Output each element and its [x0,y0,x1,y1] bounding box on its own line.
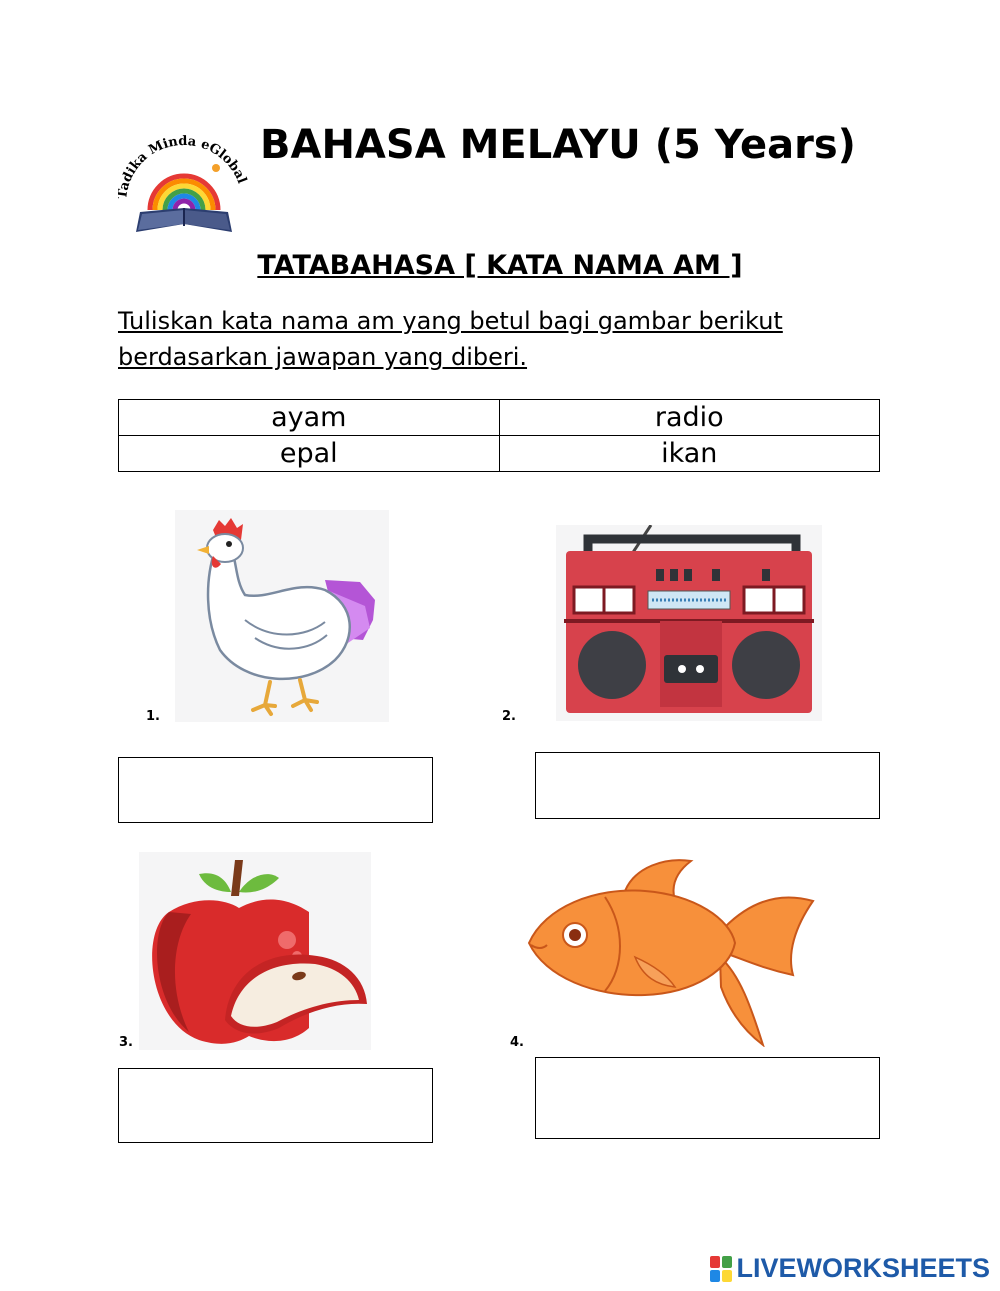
page-title: BAHASA MELAYU (5 Years) [260,122,856,168]
instruction-text: Tuliskan kata nama am yang betul bagi gambar berikut berdasarkan jawapan yang diberi. [118,307,783,371]
question-number: 2. [502,709,516,724]
answer-box-4[interactable] [535,1057,880,1139]
brand-logo-icon [710,1256,732,1282]
word-cell: ikan [499,436,880,472]
word-bank-table [118,399,880,472]
word-cell: ayam [119,400,500,436]
table-row [119,400,880,436]
liveworksheets-brand [710,1253,990,1284]
answer-box-2[interactable] [535,752,880,819]
apple-illustration [139,852,371,1050]
question-number: 1. [146,709,160,724]
answer-box-1[interactable] [118,757,433,823]
radio-illustration [556,525,822,721]
word-cell: radio [499,400,880,436]
table-row [119,436,880,472]
section-subtitle: TATABAHASA [ KATA NAMA AM ] [257,250,743,281]
brand-name: LIVEWORKSHEETS [736,1253,990,1283]
question-number: 3. [119,1035,133,1050]
answer-box-3[interactable] [118,1068,433,1143]
fish-illustration [525,857,820,1047]
question-number: 4. [510,1035,524,1050]
school-logo [118,128,250,238]
svg-text:Tadika Minda eGlobal: adika Minda eGlobal [118,133,250,193]
word-cell: epal [119,436,500,472]
chicken-illustration [175,510,389,722]
